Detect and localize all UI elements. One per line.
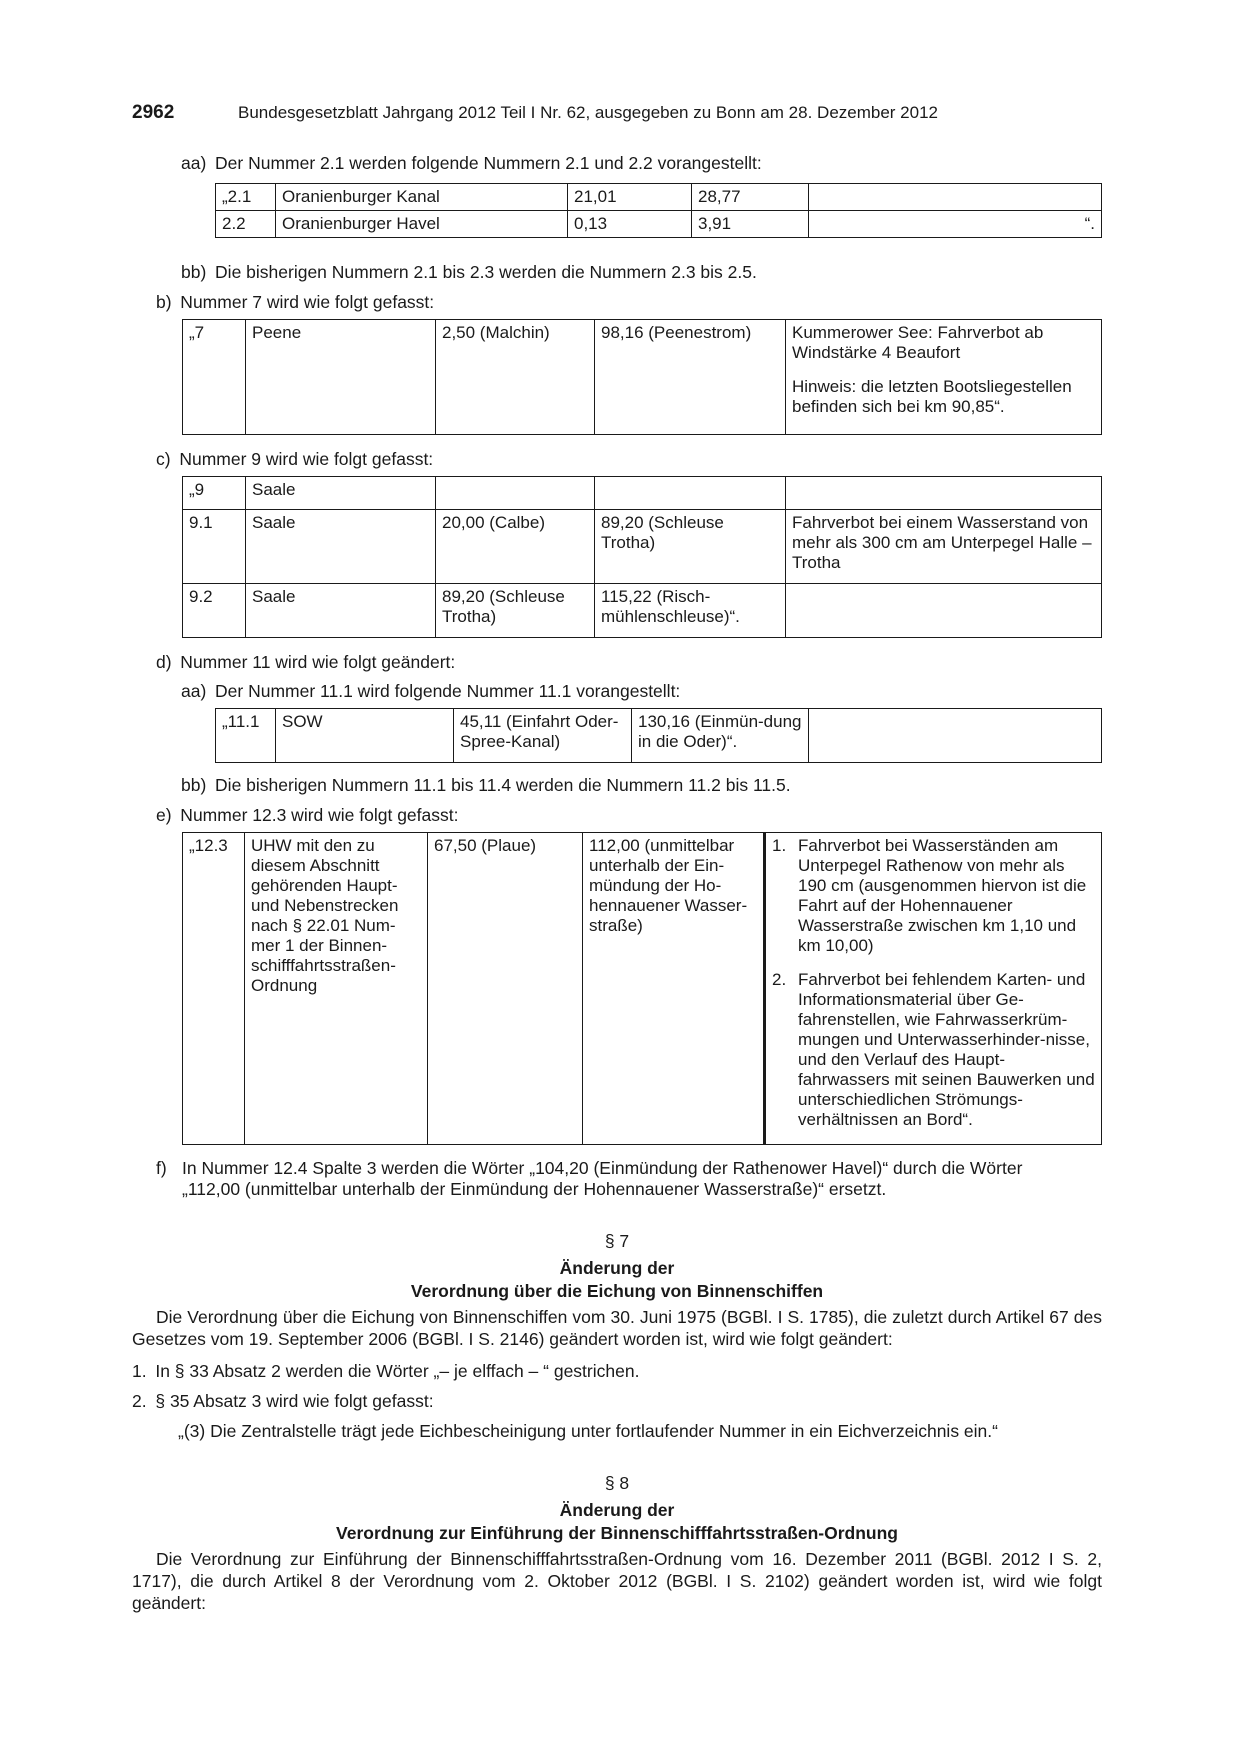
list-item-text: Fahrverbot bei fehlendem Karten- und Informationsmaterial über Ge-fahrenstellen, wie Fahrwasserkrüm-mungen und Unterwasserhinder-nisse, und den Verlauf des Haupt-fahrwassers mit seinen Bauwerken und unterschiedlichen Strömungs-verhältnissen an Bord“. — [798, 970, 1095, 1129]
table-cell — [436, 477, 595, 510]
table-cell: 89,20 (Schleuse Trotha) — [595, 510, 786, 584]
amendment-d-bb: bb) Die bisherigen Nummern 11.1 bis 11.4 werden die Nummern 11.2 bis 11.5. — [181, 775, 791, 795]
table-row — [183, 510, 1102, 584]
table-cell: „12.3 — [183, 833, 245, 1145]
table-cell: 20,00 (Calbe) — [436, 510, 595, 584]
section-7-quote: „(3) Die Zentralstelle trägt jede Eichbescheinigung unter fortlaufender Nummer in ein Eichverzeichnis ein.“ — [178, 1421, 998, 1441]
amendment-d: d) Nummer 11 wird wie folgt geändert: — [156, 652, 456, 672]
table-cell: 2,50 (Malchin) — [436, 320, 595, 435]
table-cell: 9.2 — [183, 584, 246, 638]
list-item — [772, 836, 1095, 956]
table-cell: Saale — [246, 510, 436, 584]
section-7-heading-2: Verordnung über die Eichung von Binnenschiffen — [410, 1281, 824, 1301]
table-cell: 98,16 (Peenestrom) — [595, 320, 786, 435]
table-row — [183, 320, 1102, 435]
cell-note: Kummerower See: Fahrverbot ab Windstärke 4 Beaufort — [792, 323, 1044, 362]
table-cell: 45,11 (Einfahrt Oder-Spree-Kanal) — [454, 709, 632, 763]
table-cell: 112,00 (unmittelbar unterhalb der Ein-mündung der Ho-hennauener Wasser-straße) — [583, 833, 765, 1145]
table-cell: SOW — [276, 709, 454, 763]
section-8-number: § 8 — [604, 1473, 630, 1493]
amendment-aa-2-1: aa) Der Nummer 2.1 werden folgende Nummern 2.1 und 2.2 vorangestellt: — [181, 153, 762, 173]
section-7-item-1: 1. In § 33 Absatz 2 werden die Wörter „– je elffach – “ gestrichen. — [132, 1361, 640, 1381]
table-cell: 67,50 (Plaue) — [428, 833, 583, 1145]
table-cell — [786, 477, 1102, 510]
amendment-f-line2: „112,00 (unmittelbar unterhalb der Einmündung der Hohennauener Wasserstraße)“ ersetzt. — [182, 1179, 887, 1199]
section-7-item-2: 2. § 35 Absatz 3 wird wie folgt gefasst: — [132, 1391, 434, 1411]
section-8-heading-1: Änderung der — [559, 1500, 675, 1520]
cell-note: Hinweis: die letzten Bootsliegestellen befinden sich bei km 90,85“. — [792, 377, 1072, 416]
list-item-text: Fahrverbot bei Wasserständen am Unterpegel Rathenow von mehr als 190 cm (ausgenommen hiervon ist die Fahrt auf der Hohennauener Wasserstraße zwischen km 1,10 und km 10,00) — [798, 836, 1087, 955]
table-cell: Saale — [246, 477, 436, 510]
page-number: 2962 — [132, 102, 175, 123]
table-row — [183, 833, 1102, 1145]
table-cell: Fahrverbot bei einem Wasserstand von mehr als 300 cm am Unterpegel Halle – Trotha — [786, 510, 1102, 584]
table-11-1 — [215, 708, 1102, 763]
amendment-f-line1: In Nummer 12.4 Spalte 3 werden die Wörter „104,20 (Einmündung der Rathenower Havel)“ durch die Wörter — [182, 1158, 1023, 1178]
table-row — [216, 211, 1102, 238]
amendment-f-label: f) — [156, 1158, 167, 1178]
table-row — [216, 184, 1102, 211]
section-8-heading-2: Verordnung zur Einführung der Binnenschifffahrtsstraßen-Ordnung — [336, 1523, 898, 1543]
table-cell — [786, 584, 1102, 638]
table-cell: Oranienburger Kanal — [276, 184, 568, 211]
table-cell: „2.1 — [216, 184, 276, 211]
table-cell: 9.1 — [183, 510, 246, 584]
table-cell: 3,91 — [692, 211, 809, 238]
table-12-3 — [182, 832, 1102, 1145]
table-row — [216, 709, 1102, 763]
amendment-e: e) Nummer 12.3 wird wie folgt gefasst: — [156, 805, 459, 825]
table-cell: 2.2 — [216, 211, 276, 238]
amendment-bb-2-1: bb) Die bisherigen Nummern 2.1 bis 2.3 werden die Nummern 2.3 bis 2.5. — [181, 262, 757, 282]
table-cell: „7 — [183, 320, 246, 435]
table-cell: “. — [809, 211, 1102, 238]
amendment-d-aa: aa) Der Nummer 11.1 wird folgende Nummer 11.1 vorangestellt: — [181, 681, 681, 701]
table-cell — [595, 477, 786, 510]
section-7-number: § 7 — [604, 1231, 630, 1251]
table-cell — [809, 184, 1102, 211]
amendment-b: b) Nummer 7 wird wie folgt gefasst: — [156, 292, 435, 312]
list-item-number: 2. — [772, 970, 787, 989]
amendment-c: c) Nummer 9 wird wie folgt gefasst: — [156, 449, 434, 469]
table-7 — [182, 319, 1102, 435]
table-cell: Saale — [246, 584, 436, 638]
table-cell: 28,77 — [692, 184, 809, 211]
list-item-number: 1. — [772, 836, 787, 855]
table-cell — [809, 709, 1102, 763]
table-cell: 130,16 (Einmün-dung in die Oder)“. — [632, 709, 809, 763]
table-cell: Peene — [246, 320, 436, 435]
table-cell: UHW mit den zu diesem Abschnitt gehörenden Haupt- und Nebenstrecken nach § 22.01 Num-mer 1 der Binnen-schifffahrtsstraßen-Ordnung — [245, 833, 428, 1145]
gazette-title: Bundesgesetzblatt Jahrgang 2012 Teil I Nr. 62, ausgegeben zu Bonn am 28. Dezember 2012 — [238, 103, 938, 122]
table-cell: 21,01 — [568, 184, 692, 211]
table-row — [183, 477, 1102, 510]
table-cell: 115,22 (Risch-mühlenschleuse)“. — [595, 584, 786, 638]
table-cell — [786, 320, 1102, 435]
table-row — [183, 584, 1102, 638]
table-cell: „9 — [183, 477, 246, 510]
table-cell: 0,13 — [568, 211, 692, 238]
table-cell: Oranienburger Havel — [276, 211, 568, 238]
page-header — [132, 102, 1112, 123]
table-2-1 — [215, 183, 1102, 238]
table-cell — [765, 833, 1102, 1145]
list-item — [772, 970, 1095, 1130]
table-cell: 89,20 (Schleuse Trotha) — [436, 584, 595, 638]
section-7-paragraph: Die Verordnung über die Eichung von Binnenschiffen vom 30. Juni 1975 (BGBl. I S. 1785), die zuletzt durch Artikel 67 des Gesetzes vom 19. September 2006 (BGBl. I S. 2146) geändert worden ist, wird wie folgt geändert: — [132, 1307, 1102, 1349]
section-7-heading-1: Änderung der — [559, 1258, 675, 1278]
table-9 — [182, 476, 1102, 638]
table-cell: „11.1 — [216, 709, 276, 763]
section-8-paragraph: Die Verordnung zur Einführung der Binnenschifffahrtsstraßen-Ordnung vom 16. Dezember 2011 (BGBl. 2012 I S. 2, 1717), die durch Artikel 8 der Verordnung vom 2. Oktober 2012 (BGBl. I S. 2102) geändert worden ist, wird wie folgt geändert: — [132, 1549, 1102, 1613]
